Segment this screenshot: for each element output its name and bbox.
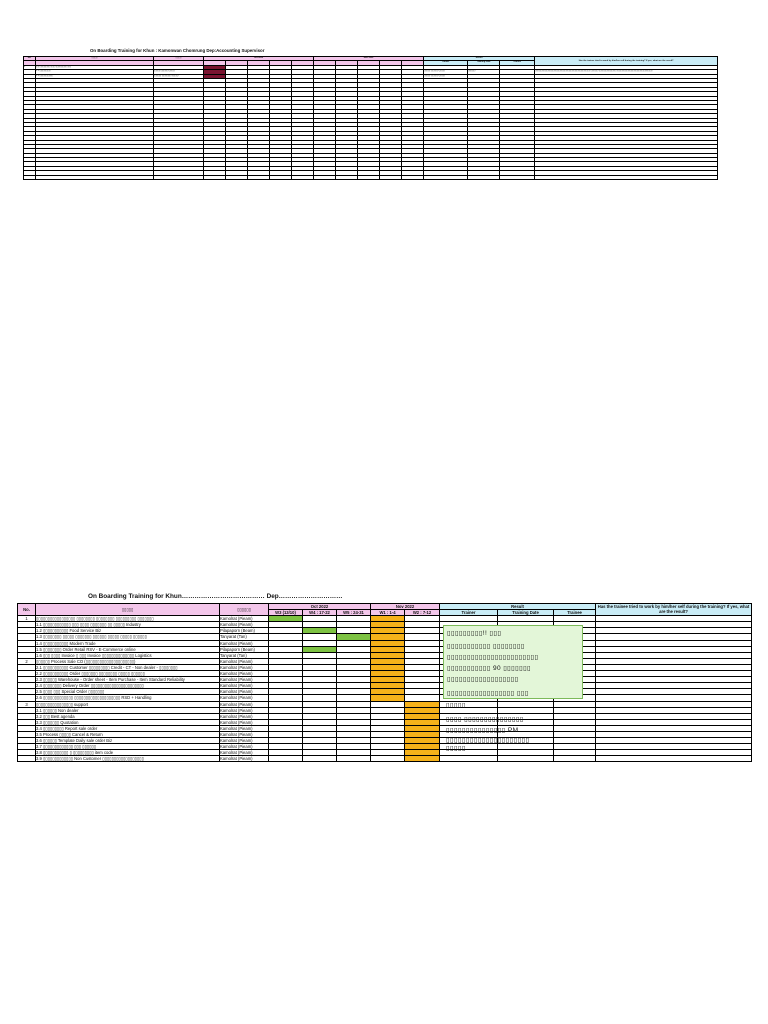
table-cell: Tanyarat (Tan) <box>220 634 269 640</box>
table-cell: 2.5 ▯▯▯▯ ▯▯▯ Special Order ▯▯▯▯▯▯▯ <box>36 689 220 695</box>
note-tail-line: ▯▯▯▯ ▯▯▯▯▯▯▯▯▯▯▯▯▯▯▯ <box>446 716 524 723</box>
table-cell: 1.4 ▯▯▯▯▯▯▯▯▯▯▯ Modern Trade <box>36 640 220 646</box>
header-week-3: W5 : 24-31 <box>337 610 371 616</box>
table-cell: Kamolrat (Pieam) <box>220 664 269 670</box>
table-cell: ▯▯▯▯▯▯ ▯▯▯▯▯▯▯▯ (▯▯▯▯) <box>154 74 204 78</box>
table-cell: 2 <box>18 658 36 664</box>
header-topic: ▯▯▯▯▯ <box>36 604 220 616</box>
header-month-oct: Oct 2022 <box>204 57 314 61</box>
table-cell: Kamolrat (Pieam) <box>220 671 269 677</box>
table-cell: 1.2 ▯▯▯▯▯▯▯▯▯▯▯ <box>36 74 154 78</box>
table-cell: 3 <box>18 701 36 707</box>
table-cell: 2.2 ▯▯▯▯▯▯▯▯▯▯▯ Order ▯▯▯▯▯▯▯ ▯▯▯▯▯▯▯▯ ▯▯▯▯▯ ▯▯▯▯▯▯ <box>36 671 220 677</box>
table-cell: ▯▯▯▯▯▯ <box>468 70 500 74</box>
table-cell <box>554 756 596 762</box>
comment-note <box>443 625 583 699</box>
header-result-date: Training Date <box>498 610 554 616</box>
table-cell: 3.1 ▯▯▯▯▯▯ Non dealer <box>36 707 220 713</box>
table-cell <box>358 175 380 179</box>
header-trainer: ▯▯▯▯▯▯ <box>220 604 269 616</box>
header-month-nov: Nov 2022 <box>371 604 440 610</box>
table-cell: 3.5 Process ▯▯▯▯▯ Cancel & Return <box>36 731 220 737</box>
table-cell <box>292 175 314 179</box>
table-cell <box>440 756 498 762</box>
table-cell <box>337 756 371 762</box>
table-cell: Tanyarat (Tan) <box>220 652 269 658</box>
table-cell: 1.1 ▯▯▯▯▯▯▯▯▯▯▯▯ ▯▯▯ ▯▯▯▯ ▯▯▯▯▯▯▯ ▯▯ ▯▯▯▯▯ Industry <box>36 622 220 628</box>
header-week-5: W2 : 7-12 <box>405 610 440 616</box>
table-cell: Kamolrat (Pieam) <box>220 701 269 707</box>
table-cell: Kamolrat (Pieam) <box>220 756 269 762</box>
table-cell: 3.9 ▯▯▯▯▯▯▯▯▯▯▯▯▯ Non Customer ▯▯▯▯▯▯▯▯▯▯▯▯▯▯▯▯▯▯ <box>36 756 220 762</box>
table-cell: Kamolrat (Pieam) <box>220 622 269 628</box>
table-cell: Kamolrat (Pieam) <box>220 731 269 737</box>
header-result-trainee: Trainee <box>554 610 596 616</box>
table-cell: Kamolrat (Pieam) <box>220 744 269 750</box>
table-cell: 1 <box>18 616 36 622</box>
table-cell: Kamolrat (Pieam) <box>220 738 269 744</box>
note-tail-line: ▯▯▯▯▯ <box>446 702 466 709</box>
training-table <box>23 56 718 180</box>
table-cell: Kamolrat (Pieam) <box>220 725 269 731</box>
table-cell: 2.4 ▯▯▯▯▯▯▯▯ Delivery Order ▯▯▯▯▯▯▯▯▯▯▯▯▯▯▯▯▯▯▯▯▯▯▯ <box>36 683 220 689</box>
header-result: Result <box>424 57 535 61</box>
note-line: ▯▯▯▯▯▯▯▯▯▯▯▯▯▯▯▯▯▯▯▯▯▯▯ <box>447 654 539 661</box>
table-cell <box>18 756 36 762</box>
header-week-2: W4 : 17-22 <box>303 610 337 616</box>
header-month-oct: Oct 2022 <box>269 604 371 610</box>
table-cell: Kamolrat (Pieam) <box>220 640 269 646</box>
table-cell: Kamolrat (Pieam) <box>220 719 269 725</box>
table-cell: 1.2 ▯▯▯▯▯▯▯▯▯▯▯ Food Service Biz <box>36 628 220 634</box>
table-cell <box>371 756 405 762</box>
table-cell: ▯▯▯▯▯▯▯▯▯▯▯▯▯▯▯▯▯▯▯▯▯▯▯▯▯▯▯▯▯▯▯▯▯▯▯▯▯▯▯▯▯▯▯▯▯▯ ▯▯▯▯▯▯ ▯▯▯▯▯▯▯▯▯▯▯▯▯▯ ▯▯▯▯▯▯▯▯▯▯▯▯▯▯▯▯▯▯▯▯▯▯▯▯▯▯▯▯▯▯ <box>535 70 718 74</box>
table-cell: 3.8 ▯▯▯▯▯▯▯▯▯▯▯ ▯ ▯▯▯▯▯▯▯▯▯ item code <box>36 750 220 756</box>
header-result-trainee: Trainee <box>500 61 535 65</box>
table-cell: 2.3 ▯▯▯▯▯▯ Warehouse - Order sheet - Item Purchase - Item Standard Reliability <box>36 677 220 683</box>
sheet-title: On Boarding Training for Khun………………………………… Dep………………………… <box>88 593 343 600</box>
table-cell: Kamolrat (Pieam) <box>220 677 269 683</box>
header-result: Result <box>440 604 596 610</box>
table-cell <box>405 756 440 762</box>
table-cell: Kamolrat (Pieam) <box>220 695 269 701</box>
table-cell: ▯▯▯ ▯▯▯▯▯▯▯▯ ▯▯▯▯ ▯▯▯▯▯▯▯▯▯ ▯▯▯ <box>36 65 154 69</box>
table-body <box>24 65 718 179</box>
note-tail-line: ▯▯▯▯▯ <box>446 745 466 752</box>
note-line: ▯▯▯▯▯▯▯▯▯!! ▯▯▯ <box>447 630 502 637</box>
header-result-trainer: Trainer <box>424 61 468 65</box>
table-cell: 2.6 ▯▯▯▯▯▯▯▯▯▯▯▯▯ ▯▯▯▯▯▯▯▯▯▯▯▯▯▯▯▯▯▯▯▯ RSD + Handling <box>36 695 220 701</box>
training-table <box>17 603 752 762</box>
header-result-trainer: Trainer <box>440 610 498 616</box>
table-cell: 3.7 ▯▯▯▯▯▯▯▯▯▯▯▯▯ ▯▯▯ ▯▯▯▯▯▯ <box>36 744 220 750</box>
header-question: Has the trainee tried to work by him/her self during the training? If yes, what are the result? <box>535 57 718 66</box>
table-cell: 1 <box>24 65 36 69</box>
table-cell: 2.1 ▯▯▯▯▯▯▯▯▯▯▯ Customer ▯▯▯▯▯▯▯▯▯ Credit - CT - Non dealer - ▯▯▯▯▯▯▯▯ <box>36 664 220 670</box>
table-cell: Kamolrat (Pieam) <box>220 658 269 664</box>
table-cell <box>380 175 402 179</box>
table-cell: Kamolrat (Pieam) <box>220 689 269 695</box>
table-body <box>18 616 752 762</box>
table-cell: Kamolrat (Pieam) <box>220 750 269 756</box>
table-cell: 1.5 ▯▯▯▯▯▯▯▯ Order Retail RSV - E-Commerce online <box>36 646 220 652</box>
table-row <box>24 175 718 179</box>
table-cell <box>154 175 204 179</box>
table-cell: Kamolrat (Pieam) <box>220 683 269 689</box>
note-line: ▯▯▯▯▯▯▯▯▯▯▯ 90 ▯▯▯▯▯▯▯ <box>447 665 532 672</box>
table-cell: ▯▯▯▯▯ ▯▯▯▯▯▯ (▯▯▯▯) <box>424 70 468 74</box>
table-cell: Kamolrat (Pieam) <box>220 707 269 713</box>
header-topic: ▯▯▯▯▯ <box>36 57 154 61</box>
table-cell: 1.3 ▯▯▯▯▯▯▯▯ ▯▯▯▯▯ ▯▯▯▯▯▯▯ ▯▯▯▯▯▯ ▯▯▯▯▯ ▯▯▯▯▯ ▯▯▯▯▯▯ <box>36 634 220 640</box>
header-week-1: W3 (13/10) <box>269 610 303 616</box>
note-tail-line: ▯▯▯▯▯▯▯▯▯▯▯▯▯▯▯ PM <box>446 727 519 734</box>
header-result-date: Training Date <box>468 61 500 65</box>
table-cell <box>248 175 270 179</box>
table-cell: 3.4 ▯▯▯▯▯▯▯▯▯ Report sale order <box>36 725 220 731</box>
note-line: ▯▯▯▯▯▯▯▯▯▯▯▯▯▯▯▯▯▯ <box>447 676 519 683</box>
table-cell: 1.1 ▯▯▯▯▯▯▯▯▯ <box>36 70 154 74</box>
table-cell: ▯▯▯▯▯▯ Process Sale CO (▯▯▯▯▯▯▯▯▯▯▯▯▯▯▯▯▯▯▯▯▯) <box>36 658 220 664</box>
table-cell: 1.6 ▯▯▯ ▯▯▯▯ Invoice ▯ ▯▯▯ Invoice ▯▯▯▯▯▯▯▯▯▯▯▯▯▯ Logistics <box>36 652 220 658</box>
table-cell <box>24 175 36 179</box>
table-cell <box>270 175 292 179</box>
header-trainer: ▯▯▯▯▯ <box>154 57 204 61</box>
table-cell <box>424 175 468 179</box>
table-cell: Kamolrat (Pieam) <box>220 713 269 719</box>
table-cell: Kamolrat (Pieam) <box>220 616 269 622</box>
table-cell: 3.3 ▯▯▯▯▯▯▯ Quotation <box>36 719 220 725</box>
table-cell <box>269 756 303 762</box>
table-cell: ▯▯▯▯▯▯▯▯▯▯▯▯▯▯▯▯ support <box>36 701 220 707</box>
note-tail-line: ▯▯▯▯▯▯▯▯▯▯▯▯▯▯▯▯▯▯▯▯▯ <box>446 737 530 744</box>
table-cell <box>303 756 337 762</box>
header-month-nov: Nov 2022 <box>314 57 424 61</box>
table-cell <box>204 175 226 179</box>
table-cell <box>500 175 535 179</box>
table-cell <box>402 175 424 179</box>
header-week-4: W1 : 1-4 <box>371 610 405 616</box>
header-no: No. <box>24 57 36 61</box>
table-cell <box>535 175 718 179</box>
sheet-title: On Boarding Training for Khun : Kamonwan Chomrung Dep:Accounting Supervisor <box>90 48 265 53</box>
table-cell: ▯▯▯▯▯ ▯▯▯▯▯▯ (▯▯▯▯) <box>154 70 204 74</box>
table-cell <box>596 756 752 762</box>
table-cell: Pilapaporn (Beam) <box>220 646 269 652</box>
header-no: No. <box>18 604 36 616</box>
note-line: ▯▯▯▯▯▯▯▯▯▯▯ ▯▯▯▯▯▯▯▯ <box>447 643 525 650</box>
note-line: ▯▯▯▯▯▯▯▯▯▯▯▯▯▯▯▯▯ ▯▯▯ <box>447 690 529 697</box>
table-cell <box>226 175 248 179</box>
table-cell: ▯▯▯▯▯▯▯▯▯▯▯▯▯▯▯▯▯ ▯▯▯▯▯▯▯▯ ▯▯▯▯▯▯▯▯ ▯▯▯▯▯▯▯▯▯ ▯▯▯▯▯▯▯ <box>36 616 220 622</box>
table-cell <box>336 175 358 179</box>
table-cell: 3.6 ▯▯▯▯▯▯ Template Daily sale order Biz <box>36 738 220 744</box>
table-cell <box>498 756 554 762</box>
table-cell <box>314 175 336 179</box>
table-cell: Pilapaporn (Beam) <box>220 628 269 634</box>
table-row <box>18 756 752 762</box>
table-cell: ▯▯▯▯▯ ▯▯▯▯▯▯ (▯▯▯▯) <box>424 74 468 78</box>
table-cell <box>468 175 500 179</box>
table-cell <box>36 175 154 179</box>
header-question: Has the trainee tried to work by him/her self during the training? If yes, what are the result? <box>596 604 752 616</box>
table-cell: 3.2 ▯▯▯ Best agenda <box>36 713 220 719</box>
